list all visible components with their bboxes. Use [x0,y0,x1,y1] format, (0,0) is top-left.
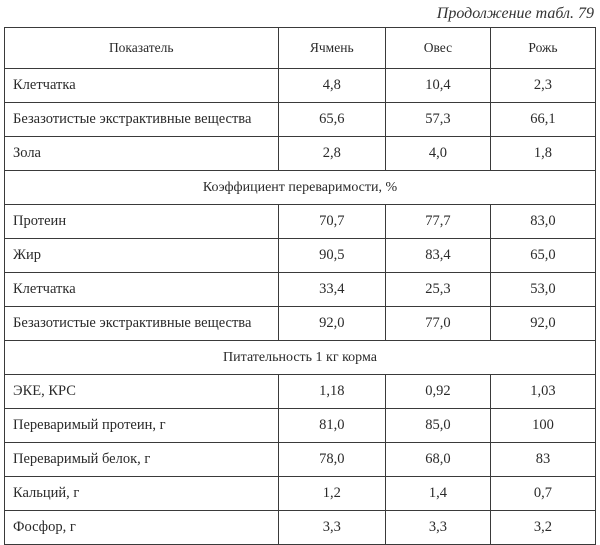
row-indicator-cell: Безазотистые экстрактивные вещества [5,103,279,137]
barley-value-cell: 70,7 [278,205,386,239]
barley-value-cell: 90,5 [278,239,386,273]
row-indicator-cell: ЭКЕ, КРС [5,375,279,409]
rye-value-cell: 83,0 [490,205,595,239]
oats-value-cell: 25,3 [386,273,491,307]
section-title: Питательность 1 кг корма [5,341,596,375]
rye-value-cell: 2,3 [490,69,595,103]
table-row [5,103,596,137]
header-rye: Рожь [490,28,595,69]
barley-value-cell: 81,0 [278,409,386,443]
rye-value-cell: 92,0 [490,307,595,341]
barley-value-cell: 92,0 [278,307,386,341]
row-indicator-cell: Безазотистые экстрактивные вещества [5,307,279,341]
row-indicator-cell: Жир [5,239,279,273]
oats-value-cell: 57,3 [386,103,491,137]
header-oats: Овес [386,28,491,69]
rye-value-cell: 0,7 [490,477,595,511]
barley-value-cell: 33,4 [278,273,386,307]
row-indicator-cell: Фосфор, г [5,511,279,545]
table-row [5,477,596,511]
header-barley: Ячмень [278,28,386,69]
oats-value-cell: 85,0 [386,409,491,443]
oats-value-cell: 77,0 [386,307,491,341]
nutrition-table [4,27,596,545]
table-row [5,375,596,409]
rye-value-cell: 1,8 [490,137,595,171]
table-caption: Продолжение табл. 79 [436,5,594,22]
oats-value-cell: 77,7 [386,205,491,239]
barley-value-cell: 2,8 [278,137,386,171]
barley-value-cell: 1,18 [278,375,386,409]
section-row [5,171,596,205]
rye-value-cell: 65,0 [490,239,595,273]
row-indicator-cell: Клетчатка [5,69,279,103]
barley-value-cell: 65,6 [278,103,386,137]
table-row [5,205,596,239]
row-indicator-cell: Зола [5,137,279,171]
oats-value-cell: 0,92 [386,375,491,409]
oats-value-cell: 68,0 [386,443,491,477]
rye-value-cell: 1,03 [490,375,595,409]
table-header-row [5,28,596,69]
table-body [5,69,596,545]
table-row [5,137,596,171]
barley-value-cell: 1,2 [278,477,386,511]
table-row [5,239,596,273]
rye-value-cell: 3,2 [490,511,595,545]
table-row [5,69,596,103]
row-indicator-cell: Клетчатка [5,273,279,307]
row-indicator-cell: Переваримый протеин, г [5,409,279,443]
section-title: Коэффициент переваримости, % [5,171,596,205]
table-row [5,409,596,443]
barley-value-cell: 3,3 [278,511,386,545]
oats-value-cell: 4,0 [386,137,491,171]
table-row [5,307,596,341]
table-row [5,443,596,477]
oats-value-cell: 1,4 [386,477,491,511]
oats-value-cell: 3,3 [386,511,491,545]
row-indicator-cell: Кальций, г [5,477,279,511]
rye-value-cell: 66,1 [490,103,595,137]
rye-value-cell: 83 [490,443,595,477]
barley-value-cell: 78,0 [278,443,386,477]
section-row [5,341,596,375]
row-indicator-cell: Переваримый белок, г [5,443,279,477]
table-row [5,511,596,545]
oats-value-cell: 83,4 [386,239,491,273]
table-row [5,273,596,307]
oats-value-cell: 10,4 [386,69,491,103]
rye-value-cell: 53,0 [490,273,595,307]
rye-value-cell: 100 [490,409,595,443]
row-indicator-cell: Протеин [5,205,279,239]
barley-value-cell: 4,8 [278,69,386,103]
header-indicator: Показатель [5,28,279,69]
